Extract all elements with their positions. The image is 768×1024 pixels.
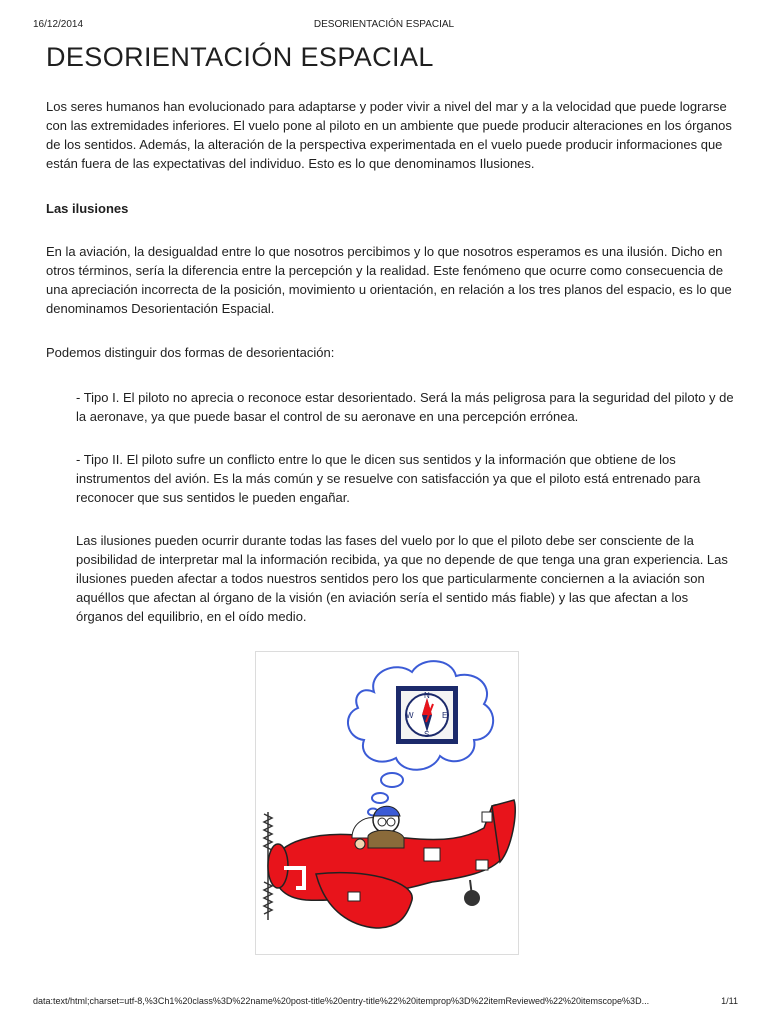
compass-icon (396, 686, 458, 744)
page-title: DESORIENTACIÓN ESPACIAL (46, 42, 434, 72)
compass-w: W (406, 711, 414, 720)
forms-intro-paragraph: Podemos distinguir dos formas de desorientación: (46, 345, 335, 360)
compass-s: S (424, 730, 430, 739)
compass-n: N (424, 691, 430, 700)
definition-paragraph: En la aviación, la desigualdad entre lo que nosotros percibimos y lo que nosotros esperamos es una ilusión. Dicho en otros términos, sería la diferencia entre la percepción y la realidad. Este fenómeno que ocurre como consecuencia de una apreciación incorrecta de la posición, movimiento u orientación, en relación a los tres planos del espacio, es lo que denominamos Desorientación Espacial. (46, 244, 732, 316)
type-2-item: - Tipo II. El piloto sufre un conflicto entre lo que le dicen sus sentidos y la información que obtiene de los instrumentos del avión. Es la más común y se resuelve con satisfacción ya que el piloto está entrenado para reconocer que sus sentidos le pueden engañar. (76, 452, 701, 505)
compass-e: E (442, 711, 448, 720)
intro-paragraph: Los seres humanos han evolucionado para adaptarse y poder vivir a nivel del mar y a la velocidad que puede lograrse con las extremidades inferiores. El vuelo pone al piloto en un ambiente que puede producir alteraciones en los órganos de los sentidos. Además, la alteración de la perspectiva experimentada en el vuelo puede producir informaciones que están fuera de las expectativas del individuo. Esto es lo que denominamos Ilusiones. (46, 99, 732, 171)
print-header-title: DESORIENTACIÓN ESPACIAL (313, 19, 455, 30)
footer-url: data:text/html;charset=utf-8,%3Ch1%20class%3D%22name%20post-title%20entry-title%22%20itemprop%3D%22itemReviewed%22%20itemscope%3D... (33, 996, 650, 1006)
closing-paragraph: Las ilusiones pueden ocurrir durante todas las fases del vuelo por lo que el piloto debe ser consciente de la posibilidad de interpretar mal la información recibida, ya que no depende de que tenga una gran experiencia. Las ilusiones pueden afectar a todos nuestros sentidos pero los que particularmente conciernen a la aviación son aquéllos que afectan al órgano de la visión (en aviación sería el sentido más fiable) y las que afectan a los órganos del equilibrio, en el oído medio. (76, 533, 728, 624)
section-heading-ilusiones: Las ilusiones (46, 201, 129, 216)
type-1-item: - Tipo I. El piloto no aprecia o reconoce estar desorientado. Será la más peligrosa para la seguridad del piloto y de la aeronave, ya que puede basar el control de su aeronave en una percepción errónea. (76, 390, 734, 424)
print-date: 16/12/2014 (33, 19, 84, 30)
page-number: 1/11 (721, 996, 738, 1006)
pilot-illustration (255, 651, 519, 955)
pilot-icon (352, 806, 404, 849)
